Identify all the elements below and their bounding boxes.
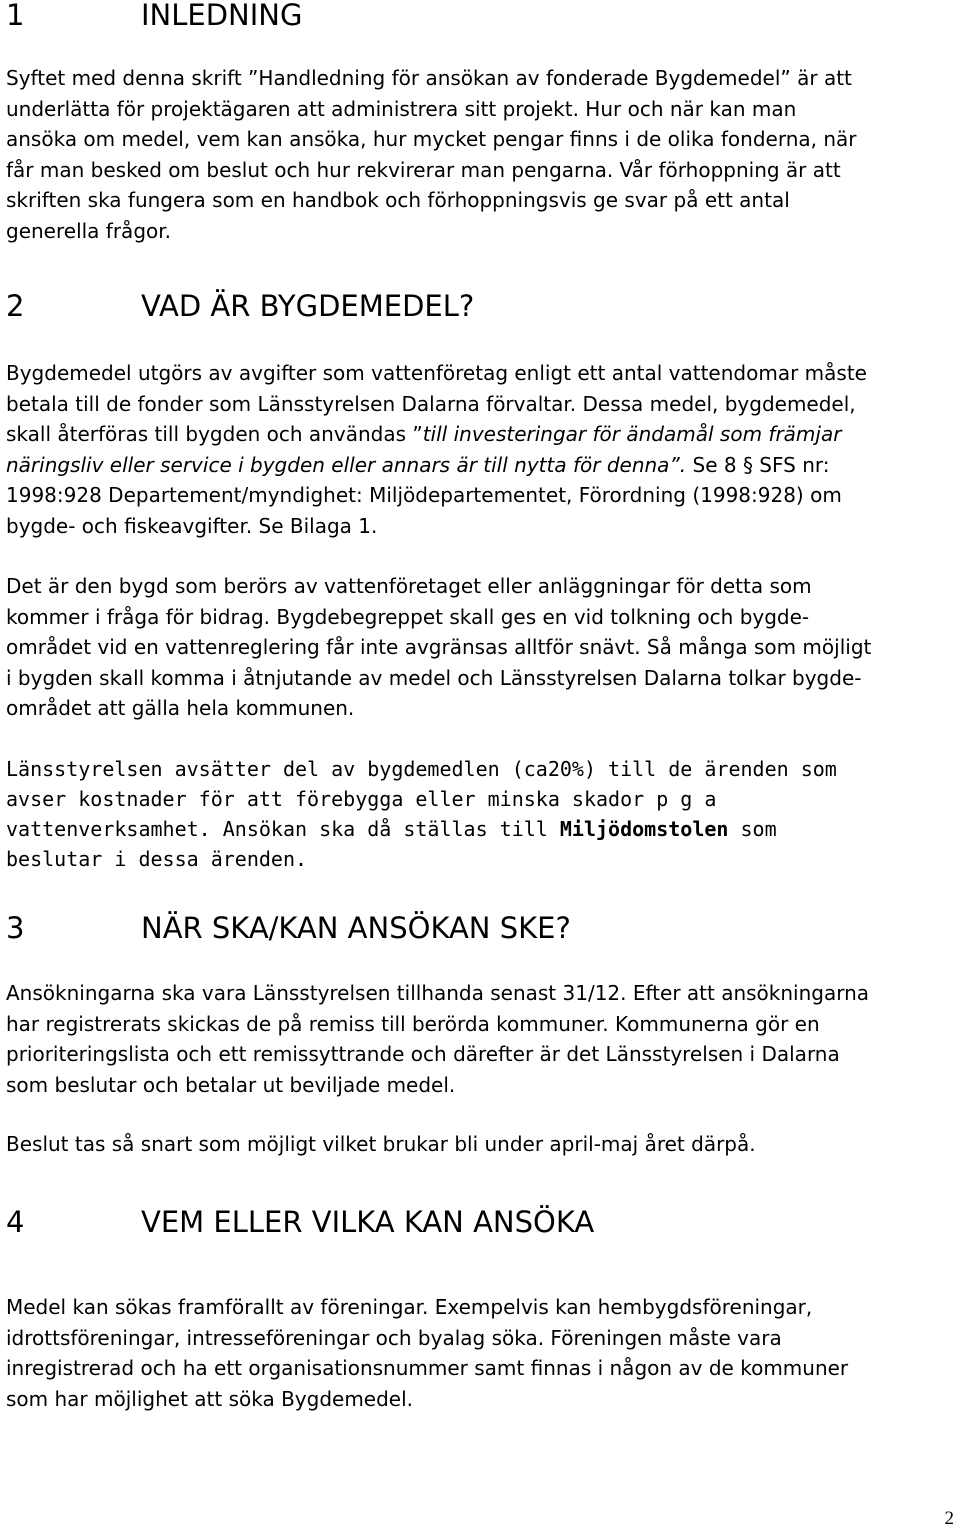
text-run: skall återföras till bygden och användas ” [6, 422, 423, 447]
text-line: kommer i fråga för bidrag. Bygdebegreppet skall ges en vid tolkning och bygde- [6, 604, 810, 629]
text-line: skriften ska fungera som en handbok och förhoppningsvis ge svar på ett antal [6, 188, 790, 213]
text-line: i bygden skall komma i åtnjutande av medel och Länsstyrelsen Dalarna tolkar bygde- [6, 665, 862, 690]
text-line: idrottsföreningar, intresseföreningar och byalag söka. Föreningen måste vara [6, 1325, 782, 1350]
paragraph-purpose [6, 63, 857, 247]
text-line: underlätta för projektägaren att administrera sitt projekt. Hur och när kan man [6, 96, 797, 121]
text-line: Det är den bygd som berörs av vattenföretaget eller anläggningar för detta som [6, 574, 812, 598]
text-line: betala till de fonder som Länsstyrelsen Dalarna förvaltar. Dessa medel, bygdemedel, [6, 391, 856, 416]
text-line: inregistrerad och ha ett organisationsnummer samt finnas i någon av de kommuner [6, 1356, 849, 1381]
paragraph-area [6, 571, 871, 724]
italic-quote: till investeringar för ändamål som främjar [422, 422, 842, 447]
section-heading-1 [6, 0, 302, 33]
text-line: får man besked om beslut och hur rekvirerar man pengarna. Vår förhoppning är att [6, 157, 841, 182]
text-run: som [728, 817, 777, 841]
text-line: 1998:928 Departement/myndighet: Miljödepartementet, Förordning (1998:928) om [6, 483, 842, 508]
text-line [6, 814, 837, 844]
section-heading-4 [6, 1204, 594, 1240]
text-line: Ansökningarna ska vara Länsstyrelsen tillhanda senast 31/12. Efter att ansökningarna [6, 981, 870, 1005]
paragraph-applicants [6, 1292, 848, 1414]
section-title: VEM ELLER VILKA KAN ANSÖKA [141, 1205, 595, 1239]
section-number: 2 [6, 289, 25, 323]
text-line: området vid en vattenreglering får inte avgränsas alltför snävt. Så många som möjligt [6, 635, 872, 660]
paragraph-deadline [6, 978, 869, 1100]
text-line: som beslutar och betalar ut beviljade medel. [6, 1072, 456, 1097]
section-number: 1 [6, 0, 25, 32]
text-line: som har möjlighet att söka Bygdemedel. [6, 1386, 414, 1411]
text-line: beslutar i dessa ärenden. [6, 847, 308, 871]
section-title: VAD ÄR BYGDEMEDEL? [141, 289, 475, 323]
paragraph-definition [6, 358, 867, 542]
text-line [6, 450, 867, 481]
bold-term: Miljödomstolen [559, 817, 729, 841]
section-title: INLEDNING [141, 0, 303, 32]
text-line: området att gälla hela kommunen. [6, 696, 355, 721]
text-line: prioriteringslista och ett remissyttrande och därefter är det Länsstyrelsen i Dalarna [6, 1042, 840, 1067]
section-number: 4 [6, 1205, 25, 1239]
text-line: Beslut tas så snart som möjligt vilket brukar bli under april-maj året därpå. [6, 1132, 756, 1156]
text-line: ansöka om medel, vem kan ansöka, hur mycket pengar finns i de olika fonderna, när [6, 127, 857, 152]
section-number: 3 [6, 911, 25, 945]
page-number: 2 [944, 1508, 954, 1529]
text-line: har registrerats skickas de på remiss till berörda kommuner. Kommunerna gör en [6, 1011, 820, 1036]
text-line: Syftet med denna skrift ”Handledning för ansökan av fonderade Bygdemedel” är att [6, 66, 852, 90]
section-title: NÄR SKA/KAN ANSÖKAN SKE? [141, 911, 571, 945]
text-line: Medel kan sökas framförallt av föreningar. Exempelvis kan hembygdsföreningar, [6, 1295, 813, 1319]
text-line: Länsstyrelsen avsätter del av bygdemedlen (ca20%) till de ärenden som [6, 757, 837, 781]
text-line: Bygdemedel utgörs av avgifter som vattenföretag enligt ett antal vattendomar måste [6, 361, 867, 385]
section-heading-2 [6, 288, 474, 324]
text-line [6, 419, 867, 450]
paragraph-decision [6, 1129, 756, 1160]
text-line: avser kostnader för att förebygga eller minska skador p g a [6, 787, 717, 811]
paragraph-damage [6, 754, 837, 874]
text-run: Se 8 § SFS nr: [686, 452, 830, 477]
text-line: bygde- och fiskeavgifter. Se Bilaga 1. [6, 513, 378, 538]
text-line: generella frågor. [6, 218, 171, 243]
section-heading-3 [6, 910, 571, 946]
italic-quote: näringsliv eller service i bygden eller annars är till nytta för denna”. [6, 452, 687, 477]
text-run: vattenverksamhet. Ansökan ska då ställas till [6, 817, 560, 841]
